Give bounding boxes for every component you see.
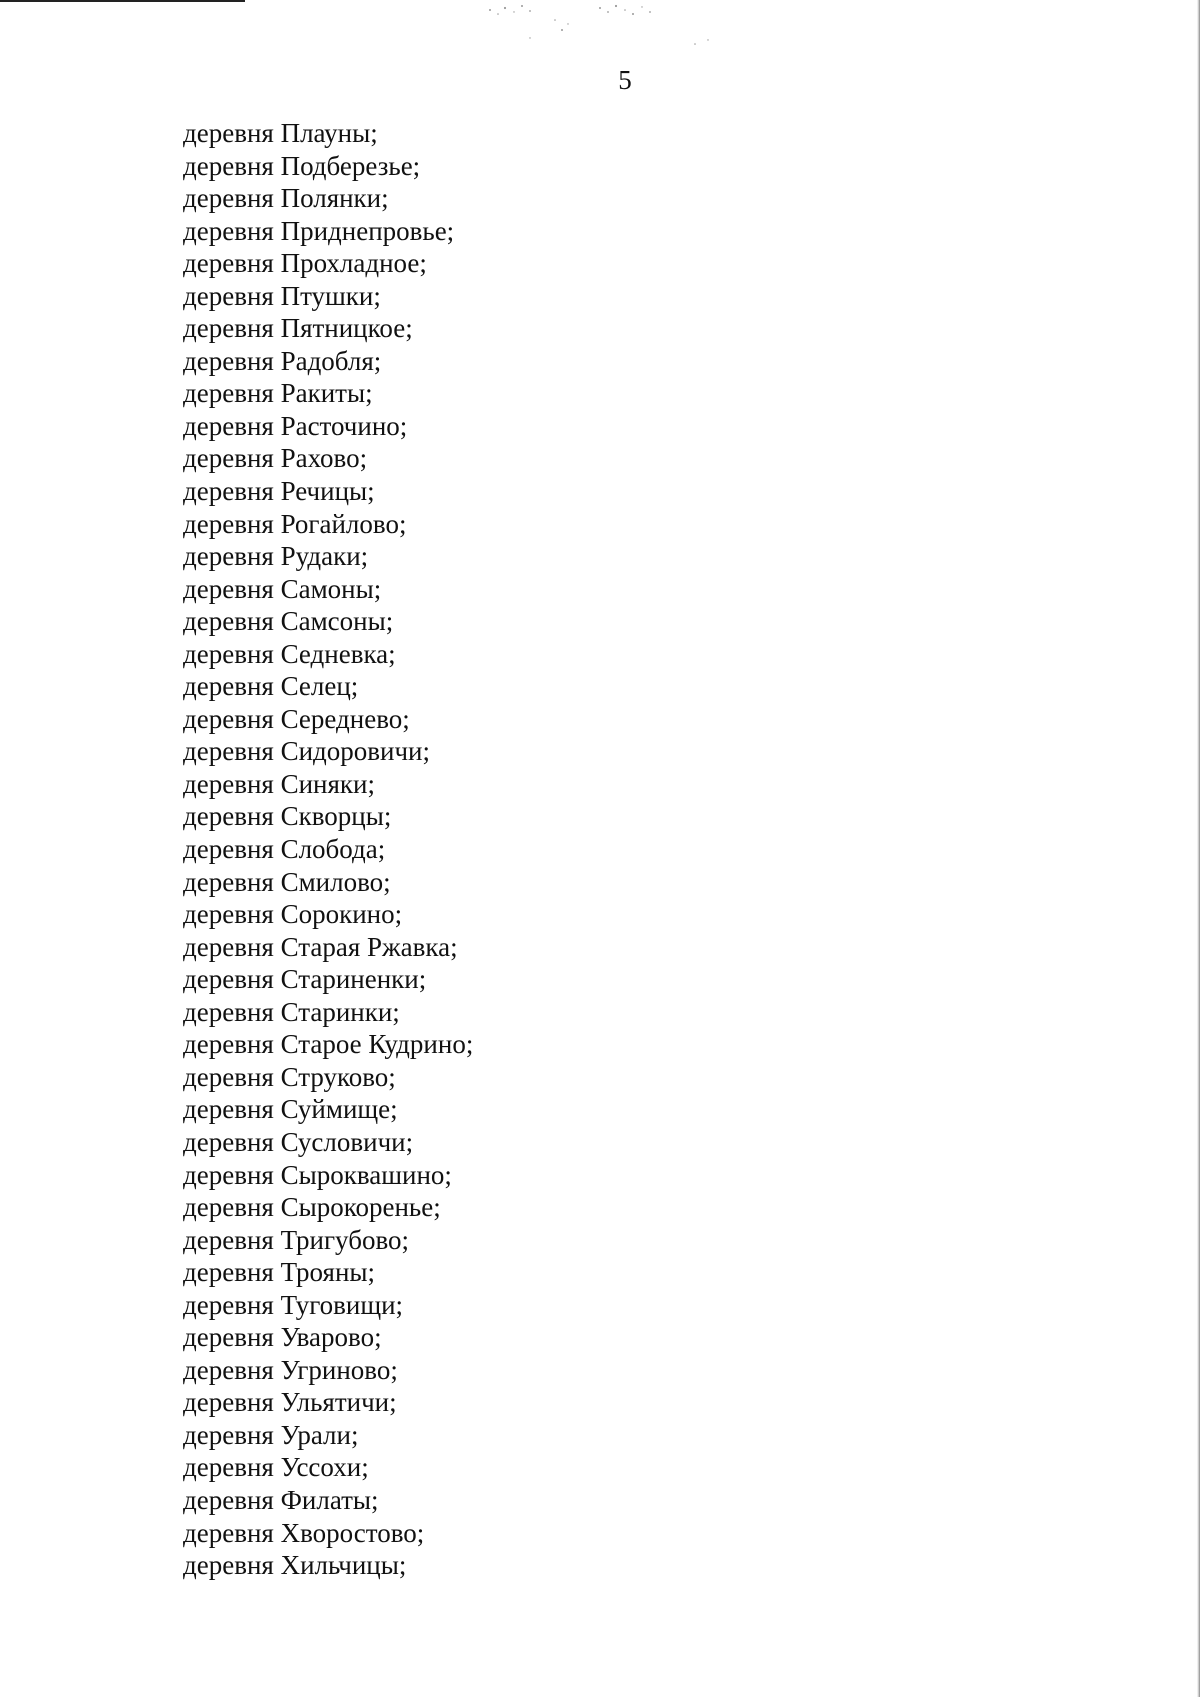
list-item: деревня Уссохи; xyxy=(183,1452,369,1483)
list-item: деревня Рогайлово; xyxy=(183,508,407,539)
list-item: деревня Речицы; xyxy=(183,476,375,507)
list-item: деревня Филаты; xyxy=(183,1484,379,1515)
list-item: деревня Струково; xyxy=(183,1061,396,1092)
list-item: деревня Сорокино; xyxy=(183,899,403,930)
list-item: деревня Полянки; xyxy=(183,183,389,214)
list-item: деревня Туговищи; xyxy=(183,1289,404,1320)
list-item: деревня Середнево; xyxy=(183,703,410,734)
list-item: деревня Селец; xyxy=(183,671,359,702)
page-number: 5 xyxy=(618,65,632,95)
list-item: деревня Рудаки; xyxy=(183,541,369,572)
list-item: деревня Слобода; xyxy=(183,834,386,865)
list-item: деревня Угриново; xyxy=(183,1354,398,1385)
list-item: деревня Сырокоренье; xyxy=(183,1192,441,1223)
list-item: деревня Подберезье; xyxy=(183,150,421,181)
list-item: деревня Уварово; xyxy=(183,1322,382,1353)
list-item: деревня Птушки; xyxy=(183,280,381,311)
list-item: деревня Рахово; xyxy=(183,443,368,474)
list-item: деревня Самоны; xyxy=(183,573,382,604)
list-item: деревня Старая Ржавка; xyxy=(183,931,458,962)
list-item: деревня Сусловичи; xyxy=(183,1126,414,1157)
list-item: деревня Хворостово; xyxy=(183,1517,425,1548)
list-item: деревня Седневка; xyxy=(183,638,396,669)
list-item: деревня Пятницкое; xyxy=(183,313,413,344)
scan-border-line xyxy=(0,0,245,2)
list-item: деревня Смилово; xyxy=(183,866,391,897)
list-item: деревня Тригубово; xyxy=(183,1224,410,1255)
list-item: деревня Расточино; xyxy=(183,410,408,441)
list-item: деревня Сыроквашино; xyxy=(183,1159,452,1190)
list-item: деревня Урали; xyxy=(183,1419,359,1450)
list-item: деревня Старое Кудрино; xyxy=(183,1029,474,1060)
list-item: деревня Ракиты; xyxy=(183,378,373,409)
settlement-list xyxy=(183,117,473,1582)
list-item: деревня Хильчицы; xyxy=(183,1550,407,1581)
list-item: деревня Прохладное; xyxy=(183,248,427,279)
list-item: деревня Скворцы; xyxy=(183,801,392,832)
list-item: деревня Трояны; xyxy=(183,1257,376,1288)
list-item: деревня Стариненки; xyxy=(183,964,427,995)
list-item: деревня Сидоровичи; xyxy=(183,736,430,767)
list-item: деревня Приднепровье; xyxy=(183,215,455,246)
list-item: деревня Самсоны; xyxy=(183,606,394,637)
scan-noise-marks xyxy=(470,0,720,50)
list-item: деревня Плауны; xyxy=(183,118,378,148)
list-item: деревня Ульятичи; xyxy=(183,1387,397,1418)
list-item: деревня Старинки; xyxy=(183,996,400,1027)
list-item: деревня Суймище; xyxy=(183,1094,398,1125)
list-item: деревня Синяки; xyxy=(183,768,375,799)
list-item: деревня Радобля; xyxy=(183,345,382,376)
